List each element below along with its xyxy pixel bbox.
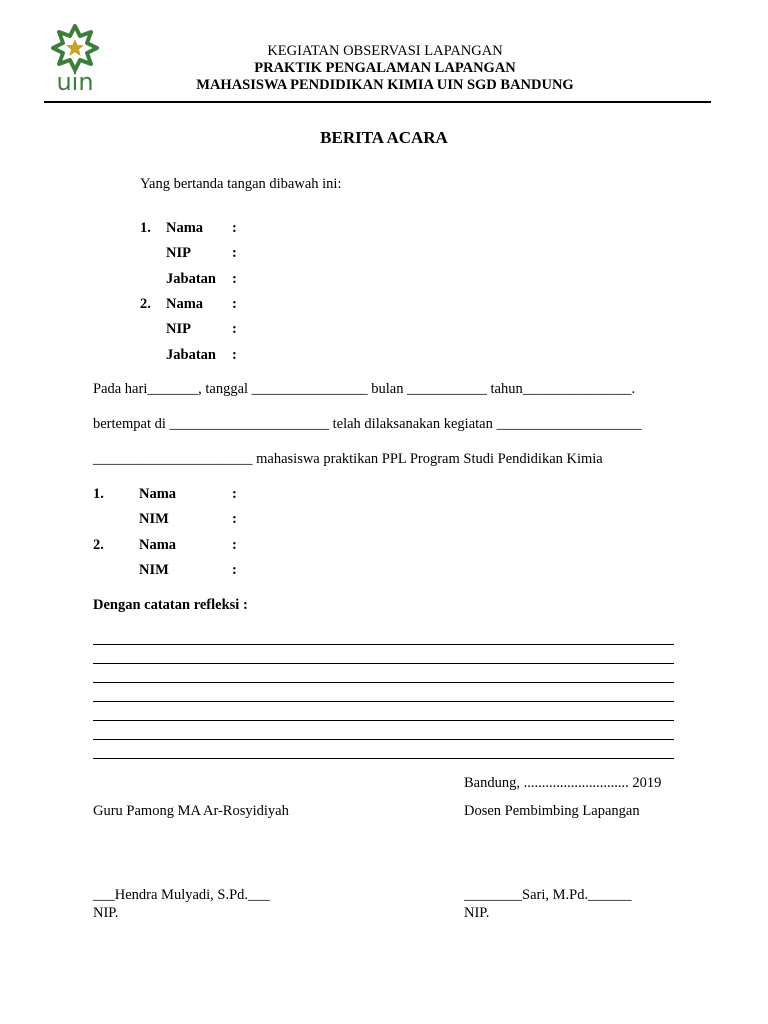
signer-number: 2. (140, 296, 151, 312)
signer-number: 1. (140, 220, 151, 236)
reflection-line (93, 739, 674, 740)
student-number: 2. (93, 537, 104, 553)
field-colon: : (232, 271, 237, 287)
field-colon: : (232, 537, 237, 553)
reflection-line (93, 758, 674, 759)
signature-name-left: ___Hendra Mulyadi, S.Pd.___ (93, 887, 270, 903)
logo-text: uin (56, 68, 94, 96)
reflection-label: Dengan catatan refleksi : (93, 597, 248, 613)
reflection-lines (93, 632, 674, 772)
field-colon: : (232, 486, 237, 502)
paragraph-line-date: Pada hari_______, tanggal ________________ bulan ___________ tahun_______________. (93, 381, 636, 397)
place-date: Bandung, ............................. 2019 (464, 775, 662, 791)
header-line-3: MAHASISWA PENDIDIKAN KIMIA UIN SGD BANDUNG (196, 77, 574, 93)
field-colon: : (232, 511, 237, 527)
intro-text: Yang bertanda tangan dibawah ini: (140, 176, 342, 192)
student-number: 1. (93, 486, 104, 502)
field-label: Nama (166, 220, 204, 236)
paragraph-line-students: ______________________ mahasiswa praktikan PPL Program Studi Pendidikan Kimia (93, 451, 603, 467)
field-colon: : (232, 321, 237, 337)
header-line-1: KEGIATAN OBSERVASI LAPANGAN (267, 43, 503, 59)
field-colon: : (232, 296, 237, 312)
field-label: NIP (166, 321, 191, 337)
signature-role-left: Guru Pamong MA Ar-Rosyidiyah (93, 803, 289, 819)
reflection-line (93, 682, 674, 683)
signature-nip-left: NIP. (93, 905, 119, 921)
paragraph-line-place: bertempat di ______________________ telah dilaksanakan kegiatan ____________________ (93, 416, 642, 432)
uin-logo (51, 24, 99, 96)
field-label: Jabatan (166, 347, 216, 363)
signature-nip-right: NIP. (464, 905, 490, 921)
field-colon: : (232, 347, 237, 363)
document-title: BERITA ACARA (320, 128, 448, 147)
reflection-line (93, 644, 674, 645)
header-line-2: PRAKTIK PENGALAMAN LAPANGAN (254, 60, 516, 76)
reflection-line (93, 720, 674, 721)
header-divider (44, 101, 711, 103)
field-colon: : (232, 245, 237, 261)
field-label: NIP (166, 245, 191, 261)
field-label: Nama (139, 486, 177, 502)
signature-role-right: Dosen Pembimbing Lapangan (464, 803, 640, 819)
signature-name-right: ________Sari, M.Pd.______ (464, 887, 632, 903)
field-label: Nama (139, 537, 177, 553)
field-label: NIM (139, 511, 169, 527)
field-colon: : (232, 220, 237, 236)
field-label: NIM (139, 562, 169, 578)
reflection-line (93, 663, 674, 664)
reflection-line (93, 701, 674, 702)
field-label: Nama (166, 296, 204, 312)
field-label: Jabatan (166, 271, 216, 287)
field-colon: : (232, 562, 237, 578)
